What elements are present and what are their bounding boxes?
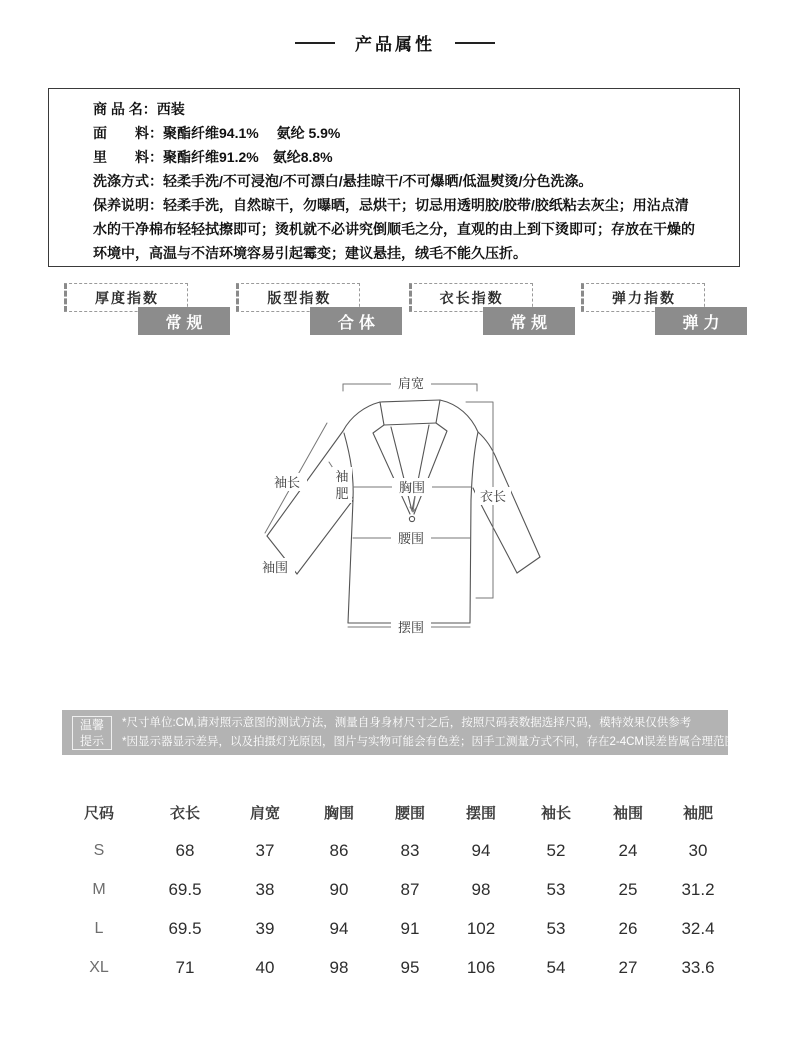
cell-l-hem: 102 (466, 918, 496, 938)
length-index-value: 常规 (483, 307, 575, 335)
thickness-index-value: 常规 (138, 307, 230, 335)
cell-s-hem: 94 (471, 840, 491, 860)
attr-line-product-name: 商 品 名：西装 (93, 101, 185, 117)
fit-index-label: 版型指数 (236, 283, 360, 312)
cell-s-shoulder: 37 (255, 840, 275, 860)
size-chart-header-row (55, 793, 735, 831)
warm-tips-line-1: *尺寸单位:CM,请对照示意图的测试方法，测量自身身材尺寸之后，按照尺码表数据选择尺码，模特效果仅供参考 (122, 716, 692, 729)
thickness-index-group (64, 283, 230, 339)
length-index-label: 衣长指数 (409, 283, 533, 312)
stretch-index-label: 弹力指数 (581, 283, 705, 312)
col-header-waist: 腰围 (394, 804, 425, 822)
jacket-outline (267, 400, 540, 623)
cell-m-length: 69.5 (168, 879, 202, 899)
measurement-lines (265, 384, 493, 627)
warm-tips-text (122, 714, 747, 752)
cell-xl-waist: 95 (400, 957, 420, 977)
attr-line-lining-fabric: 里 料：聚酯纤维91.2% 氨纶8.8% (93, 149, 333, 165)
cell-xl-hem: 106 (466, 957, 496, 977)
attr-line-care: 保养说明：轻柔手洗，自然晾干，勿曝晒，忌烘干；切忌用透明胶/胶带/胶纸粘去灰尘；用沾点清水的干净棉布轻轻拭擦即可；烫机就不必讲究倒顺毛之分，直观的由上到下烫即可；存放在干燥的环境中，高温与不洁环境容易引起霉变；建议悬挂，绒毛不能久压折。 (93, 197, 695, 261)
cell-l-sleeve-length: 53 (546, 918, 566, 938)
product-attributes-box (48, 88, 740, 267)
attr-line-washing: 洗涤方式：轻柔手洗/不可浸泡/不可漂白/悬挂晾干/不可爆晒/低温熨烫/分色洗涤。 (93, 173, 593, 189)
size-row-xl-label: XL (89, 958, 109, 976)
cell-xl-sleeve-length: 54 (546, 957, 566, 977)
title-dash-left (295, 42, 335, 44)
cell-s-waist: 83 (400, 840, 420, 860)
cell-l-shoulder: 39 (255, 918, 275, 938)
cell-m-hem: 98 (471, 879, 491, 899)
col-header-sleeve-width: 袖肥 (682, 804, 713, 822)
sleeve-width-label-char2: 肥 (335, 486, 349, 501)
col-header-size: 尺码 (83, 804, 114, 822)
warm-tips-badge-line2: 提示 (79, 733, 104, 748)
stretch-index-group (581, 283, 747, 339)
size-row-l (55, 909, 735, 948)
size-row-xl (55, 948, 735, 987)
warm-tips-badge-line1: 温馨 (79, 717, 104, 732)
cell-xl-sleeve-width: 33.6 (681, 957, 715, 977)
size-row-s-label: S (93, 841, 105, 859)
length-index-group (409, 283, 575, 339)
cell-l-sleeve-width: 32.4 (681, 918, 715, 938)
cell-m-cuff: 25 (618, 879, 638, 899)
attr-line-shell-fabric: 面 料：聚酯纤维94.1% 氨纶 5.9% (93, 125, 341, 141)
size-row-m-label: M (92, 880, 106, 898)
cell-l-waist: 91 (400, 918, 420, 938)
warm-tips-line-2: *因显示器显示差异，以及拍摄灯光原因，图片与实物可能会有色差；因手工测量方式不同，存在2-4CM误差皆属合理范围。 (122, 735, 748, 748)
warm-tips-bar (62, 710, 748, 755)
cell-xl-chest: 98 (329, 957, 349, 977)
cell-l-cuff: 26 (618, 918, 638, 938)
garment-length-label: 衣长 (479, 489, 507, 504)
waist-label: 腰围 (397, 531, 425, 546)
cell-s-sleeve-width: 30 (688, 840, 708, 860)
cell-m-waist: 87 (400, 879, 420, 899)
index-badges-row (64, 283, 747, 339)
col-header-chest: 胸围 (323, 804, 354, 822)
cell-s-length: 68 (175, 840, 195, 860)
size-chart-table (55, 793, 735, 987)
cell-l-length: 69.5 (168, 918, 202, 938)
cell-m-sleeve-width: 31.2 (681, 879, 715, 899)
size-row-m (55, 870, 735, 909)
title-dash-right (455, 42, 495, 44)
col-header-sleeve-length: 袖长 (540, 804, 571, 822)
stretch-index-value: 弹力 (655, 307, 747, 335)
cell-m-sleeve-length: 53 (546, 879, 566, 899)
cell-m-shoulder: 38 (255, 879, 275, 899)
chest-label: 胸围 (398, 480, 426, 495)
cell-m-chest: 90 (329, 879, 349, 899)
col-header-shoulder: 肩宽 (249, 804, 280, 822)
cell-xl-length: 71 (175, 957, 195, 977)
thickness-index-label: 厚度指数 (64, 283, 188, 312)
page-title: 产品属性 (355, 35, 435, 54)
cell-xl-cuff: 27 (618, 957, 638, 977)
col-header-cuff: 袖围 (612, 804, 643, 822)
col-header-hem: 摆围 (465, 804, 496, 822)
garment-measurement-diagram (230, 370, 560, 660)
shoulder-width-label: 肩宽 (397, 376, 425, 391)
fit-index-group (236, 283, 402, 339)
measurement-labels (255, 374, 511, 636)
col-header-length: 衣长 (169, 804, 200, 822)
cell-xl-shoulder: 40 (255, 957, 275, 977)
size-row-l-label: L (94, 919, 104, 937)
sleeve-length-label: 袖长 (273, 475, 301, 490)
cell-s-sleeve-length: 52 (546, 840, 566, 860)
cell-s-cuff: 24 (618, 840, 638, 860)
sleeve-width-label-char1: 袖 (335, 469, 349, 484)
cell-l-chest: 94 (329, 918, 349, 938)
cuff-label: 袖围 (261, 560, 289, 575)
hem-label: 摆围 (397, 620, 425, 635)
page-title-row (0, 30, 790, 55)
fit-index-value: 合体 (310, 307, 402, 335)
size-row-s (55, 831, 735, 870)
warm-tips-badge (72, 716, 112, 750)
cell-s-chest: 86 (329, 840, 349, 860)
